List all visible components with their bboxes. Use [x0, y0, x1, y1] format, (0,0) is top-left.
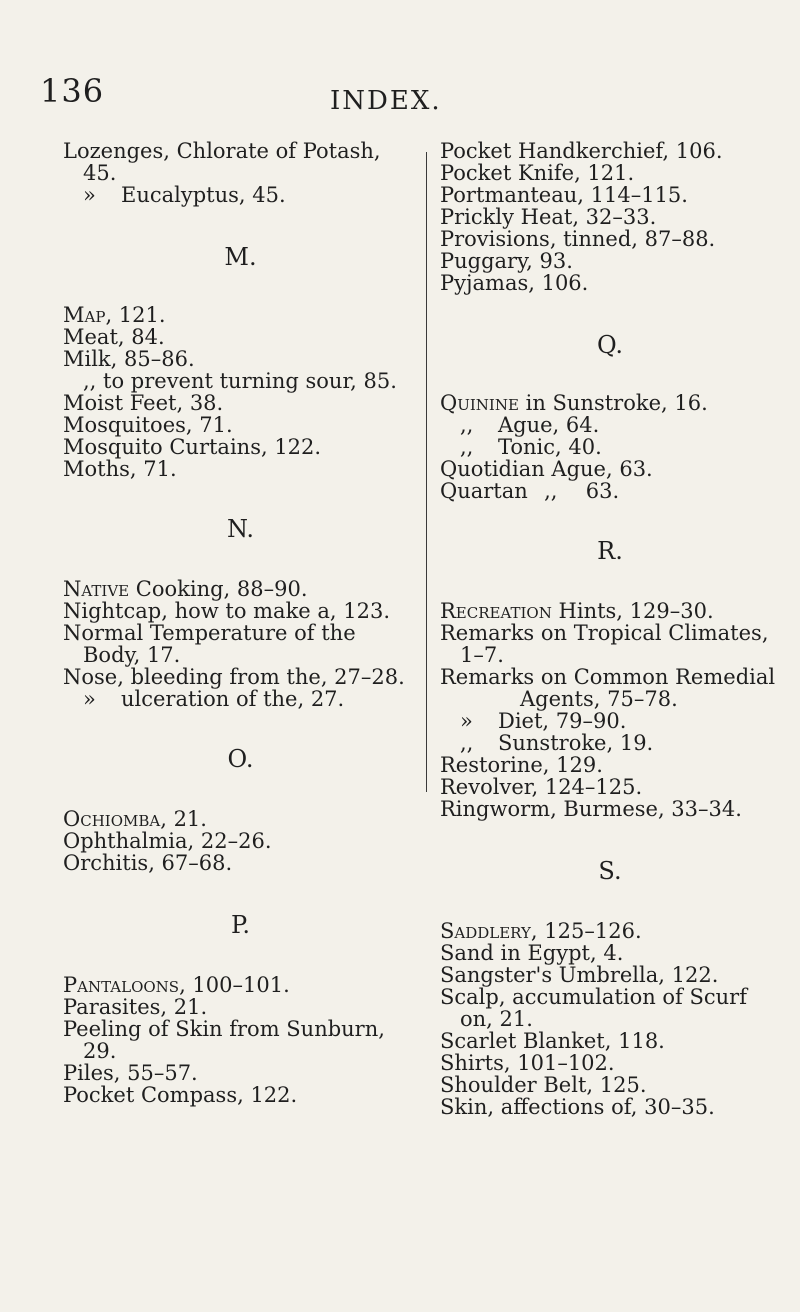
index-entry: Quartan ,, 63.	[440, 479, 620, 503]
column-divider	[426, 152, 427, 792]
index-subentry: » ulceration of the, 27.	[83, 687, 345, 711]
section-letter-r: R.	[597, 537, 623, 565]
index-entry: Mosquitoes, 71.	[63, 413, 233, 437]
index-subentry: ,, to prevent turning sour, 85.	[83, 369, 397, 393]
right-column	[440, 140, 780, 1118]
ditto-mark: »	[83, 687, 96, 711]
index-entry: Scarlet Blanket, 118.	[440, 1029, 665, 1053]
index-entry: Nightcap, how to make a, 123.	[63, 599, 391, 623]
index-entry: Quinine in Sunstroke, 16.	[440, 391, 708, 415]
index-entry: Portmanteau, 114–115.	[440, 183, 688, 207]
index-entry: Revolver, 124–125.	[440, 775, 643, 799]
index-subentry: » Diet, 79–90.	[460, 709, 627, 733]
ditto-mark: ,,	[460, 731, 474, 755]
index-entry: Ringworm, Burmese, 33–34.	[440, 797, 742, 821]
index-entry: Pantaloons, 100–101.	[63, 973, 290, 997]
index-entry: Lozenges, Chlorate of Potash, 45.	[63, 139, 381, 185]
running-head: INDEX.	[330, 86, 442, 116]
index-entry: Normal Temperature of the Body, 17.	[63, 621, 356, 667]
index-entry: Shirts, 101–102.	[440, 1051, 615, 1075]
index-entry: Remarks on Tropical Climates, 1–7.	[440, 621, 769, 667]
section-letter-n: N.	[226, 515, 255, 543]
index-entry: Provisions, tinned, 87–88.	[440, 227, 716, 251]
index-entry: Remarks on Common Remedial Agents, 75–78.	[440, 665, 776, 711]
index-entry: Orchitis, 67–68.	[63, 851, 233, 875]
index-entry: Native Cooking, 88–90.	[63, 577, 308, 601]
ditto-mark: »	[83, 183, 96, 207]
index-entry: Mosquito Curtains, 122.	[63, 435, 322, 459]
index-entry: Pyjamas, 106.	[440, 271, 589, 295]
index-entry: Ophthalmia, 22–26.	[63, 829, 272, 853]
index-entry: Moist Feet, 38.	[63, 391, 224, 415]
ditto-mark: ,,	[460, 435, 474, 459]
index-subentry: ,, Sunstroke, 19.	[460, 731, 654, 755]
index-entry: Shoulder Belt, 125.	[440, 1073, 647, 1097]
index-entry: Scalp, accumulation of Scurf on, 21.	[440, 985, 747, 1031]
section-letter-m: M.	[224, 243, 257, 271]
index-entry: Parasites, 21.	[63, 995, 208, 1019]
section-letter-s: S.	[598, 857, 622, 885]
ditto-mark: ,,	[544, 479, 558, 503]
index-entry: Nose, bleeding from the, 27–28.	[63, 665, 405, 689]
index-entry: Recreation Hints, 129–30.	[440, 599, 714, 623]
index-entry: Map, 121.	[63, 303, 166, 327]
index-entry: Sangster's Umbrella, 122.	[440, 963, 719, 987]
section-letter-p: P.	[231, 911, 250, 939]
index-entry: Restorine, 129.	[440, 753, 603, 777]
index-entry: Saddlery, 125–126.	[440, 919, 642, 943]
index-subentry: ,, Tonic, 40.	[460, 435, 602, 459]
index-subentry: ,, Ague, 64.	[460, 413, 600, 437]
index-entry: Skin, affections of, 30–35.	[440, 1095, 715, 1119]
ditto-mark: ,,	[460, 413, 474, 437]
index-entry: Prickly Heat, 32–33.	[440, 205, 657, 229]
left-column	[63, 140, 418, 1106]
index-entry: Peeling of Skin from Sunburn, 29.	[63, 1017, 385, 1063]
section-letter-q: Q.	[596, 331, 624, 359]
index-entry: Puggary, 93.	[440, 249, 573, 273]
index-entry: Quotidian Ague, 63.	[440, 457, 653, 481]
index-entry: Milk, 85–86.	[63, 347, 195, 371]
page-number: 136	[40, 72, 105, 110]
index-entry: Sand in Egypt, 4.	[440, 941, 624, 965]
index-entry: Meat, 84.	[63, 325, 165, 349]
index-entry: Pocket Compass, 122.	[63, 1083, 298, 1107]
ditto-mark: »	[460, 709, 473, 733]
index-subentry: » Eucalyptus, 45.	[83, 183, 286, 207]
section-letter-o: O.	[227, 745, 254, 773]
index-entry: Moths, 71.	[63, 457, 177, 481]
index-entry: Pocket Knife, 121.	[440, 161, 635, 185]
index-entry: Piles, 55–57.	[63, 1061, 198, 1085]
index-entry: Ochiomba, 21.	[63, 807, 207, 831]
index-entry: Pocket Handkerchief, 106.	[440, 139, 723, 163]
